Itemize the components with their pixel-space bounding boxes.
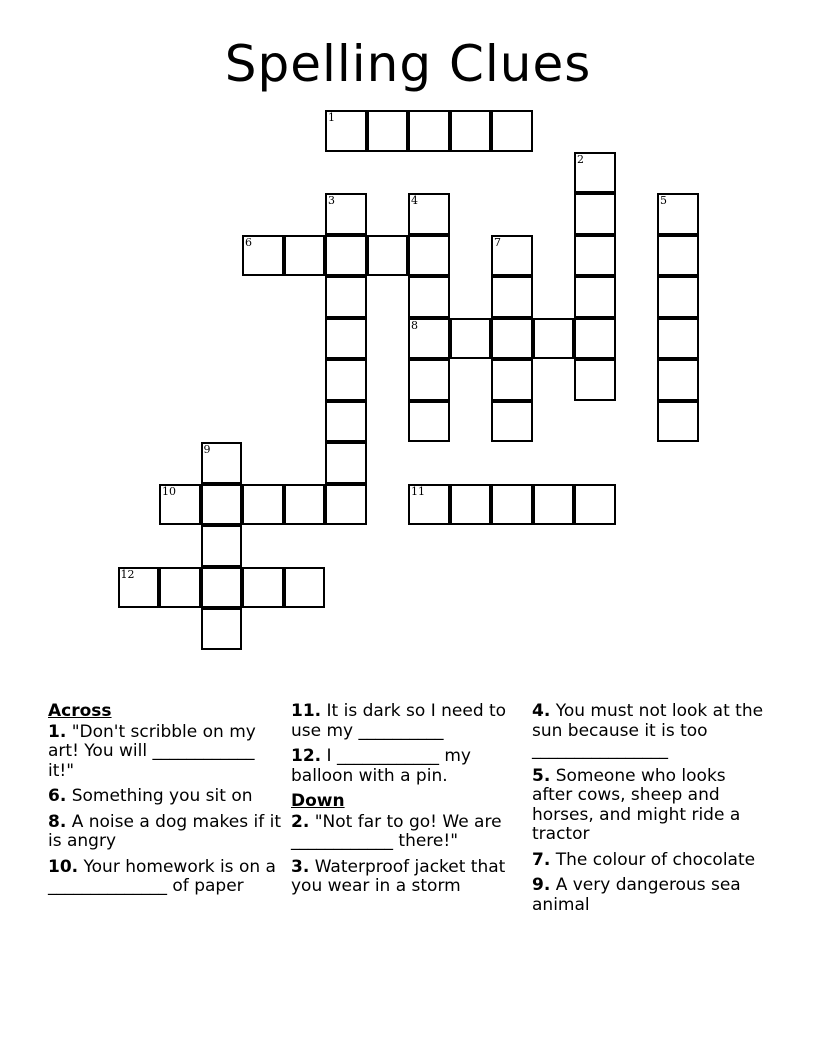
clues-column-3 (532, 702, 768, 921)
clue-number: 10. (48, 856, 79, 877)
clue-text: Waterproof jacket that you wear in a storm (291, 856, 506, 896)
clue-across-8 (48, 813, 284, 852)
crossword-cell[interactable] (201, 608, 243, 650)
crossword-cell[interactable] (450, 318, 492, 360)
crossword-cell[interactable] (325, 359, 367, 401)
cell-number: 6 (245, 235, 252, 249)
clue-text: "Don't scribble on my art! You will ____________ it!" (48, 721, 256, 781)
clue-text: The colour of chocolate (550, 849, 756, 870)
crossword-cell[interactable] (325, 276, 367, 318)
clue-text: Something you sit on (66, 786, 253, 806)
clue-down-7 (532, 851, 768, 871)
crossword-cell[interactable] (574, 318, 616, 360)
cell-number: 8 (411, 318, 418, 332)
crossword-cell[interactable] (325, 235, 367, 277)
crossword-cell[interactable] (201, 525, 243, 567)
crossword-cell[interactable] (491, 401, 533, 443)
crossword-cell[interactable] (284, 567, 326, 609)
crossword-cell[interactable] (325, 318, 367, 360)
crossword-cell[interactable] (657, 401, 699, 443)
crossword-cell[interactable] (574, 235, 616, 277)
crossword-cell-10[interactable] (159, 484, 201, 526)
crossword-cell[interactable] (574, 359, 616, 401)
clue-across-6 (48, 787, 284, 807)
crossword-cell[interactable] (657, 318, 699, 360)
clue-across-10 (48, 858, 284, 897)
crossword-cell-2[interactable] (574, 152, 616, 194)
crossword-cell[interactable] (242, 567, 284, 609)
crossword-cell[interactable] (367, 235, 409, 277)
crossword-cell[interactable] (325, 442, 367, 484)
cell-number: 10 (162, 484, 176, 498)
cell-number: 1 (328, 111, 335, 124)
crossword-cell[interactable] (408, 235, 450, 277)
crossword-cell[interactable] (491, 318, 533, 360)
clue-number: 8. (48, 811, 67, 832)
crossword-cell[interactable] (491, 276, 533, 318)
clue-number: 9. (532, 875, 551, 895)
crossword-cell[interactable] (574, 484, 616, 526)
page-title: Spelling Clues (224, 35, 592, 93)
crossword-cell[interactable] (574, 193, 616, 235)
clue-across-12 (291, 747, 527, 786)
crossword-cell-7[interactable] (491, 235, 533, 277)
crossword-cell[interactable] (325, 401, 367, 443)
crossword-cell[interactable] (533, 318, 575, 360)
crossword-cell[interactable] (657, 359, 699, 401)
clue-number: 3. (291, 856, 310, 877)
clue-down-9 (532, 876, 768, 915)
crossword-cell[interactable] (242, 484, 284, 526)
clue-across-11 (291, 702, 527, 741)
clue-number: 5. (532, 765, 551, 786)
crossword-cell[interactable] (408, 276, 450, 318)
clue-text: I ____________ my balloon with a pin. (291, 746, 471, 786)
crossword-cell[interactable] (201, 484, 243, 526)
clue-text: "Not far to go! We are ____________ there!" (291, 811, 502, 851)
clue-text: It is dark so I need to use my __________ (291, 701, 507, 741)
crossword-cell[interactable] (159, 567, 201, 609)
clue-down-3 (291, 858, 527, 897)
crossword-cell-12[interactable] (118, 567, 160, 609)
crossword-cell[interactable] (657, 235, 699, 277)
crossword-cell[interactable] (408, 401, 450, 443)
cell-number: 9 (203, 443, 211, 456)
clues-column-2 (291, 702, 527, 903)
clue-text: A noise a dog makes if it is angry (48, 811, 281, 851)
clue-text: You must not look at the sun because it is too ________________ (532, 701, 764, 760)
cell-number: 7 (494, 235, 501, 249)
down-heading: Down (291, 791, 345, 811)
clue-text: A very dangerous sea animal (532, 875, 741, 915)
clue-number: 2. (291, 811, 310, 832)
crossword-cell-3[interactable] (325, 193, 367, 235)
crossword-cell-9[interactable] (201, 442, 243, 484)
clue-text: Your homework is on a ______________ of paper (48, 856, 276, 896)
cell-number: 5 (660, 194, 667, 207)
clue-number: 11. (291, 701, 322, 721)
crossword-cell-4[interactable] (408, 193, 450, 235)
crossword-cell-11[interactable] (408, 484, 450, 526)
cell-number: 11 (411, 484, 425, 498)
across-heading: Across (48, 701, 112, 721)
crossword-cell[interactable] (533, 484, 575, 526)
clue-across-1 (48, 723, 284, 782)
crossword-cell[interactable] (491, 110, 533, 152)
crossword-cell[interactable] (450, 110, 492, 152)
cell-number: 2 (577, 152, 584, 166)
crossword-cell[interactable] (408, 359, 450, 401)
clue-text: Someone who looks after cows, sheep and horses, and might ride a tractor (532, 765, 741, 844)
crossword-cell-5[interactable] (657, 193, 699, 235)
cell-number: 4 (411, 194, 418, 207)
clue-down-2 (291, 813, 527, 852)
crossword-cell-1[interactable] (325, 110, 367, 152)
clue-down-5 (532, 767, 768, 845)
crossword-cell[interactable] (450, 484, 492, 526)
crossword-cell-6[interactable] (242, 235, 284, 277)
crossword-cell[interactable] (325, 484, 367, 526)
cell-number: 3 (328, 194, 335, 207)
crossword-cell[interactable] (201, 567, 243, 609)
clue-number: 1. (48, 721, 67, 742)
clue-number: 7. (532, 849, 551, 870)
crossword-cell-8[interactable] (408, 318, 450, 360)
crossword-cell[interactable] (408, 110, 450, 152)
clues-column-1 (48, 702, 284, 903)
crossword-cell[interactable] (491, 359, 533, 401)
crossword-cell[interactable] (491, 484, 533, 526)
clue-number: 4. (532, 701, 551, 721)
clue-number: 6. (48, 786, 67, 806)
clue-down-4 (532, 702, 768, 761)
crossword-cell[interactable] (284, 484, 326, 526)
crossword-cell[interactable] (367, 110, 409, 152)
cell-number: 12 (120, 567, 135, 581)
crossword-cell[interactable] (284, 235, 326, 277)
crossword-cell[interactable] (574, 276, 616, 318)
crossword-cell[interactable] (657, 276, 699, 318)
clue-number: 12. (291, 746, 322, 766)
